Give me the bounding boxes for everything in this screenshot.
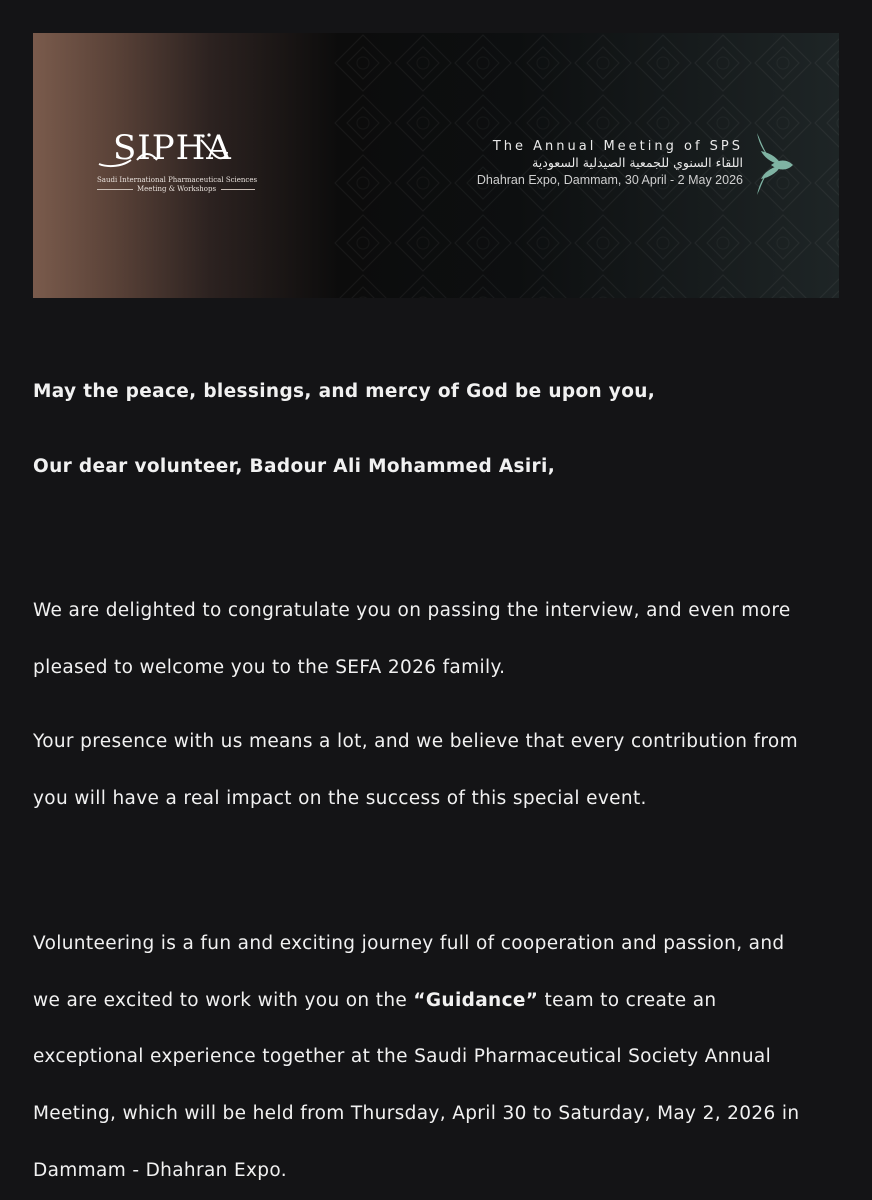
- sipha-subtitle-1: Saudi International Pharmaceutical Sciences: [97, 176, 258, 184]
- sps-arabic-title: اللقاء السنوي للجمعية الصيدلية السعودية: [532, 155, 743, 170]
- sipha-subtitle-2: Meeting & Workshops: [137, 185, 217, 193]
- sps-leaf-logo-icon: [753, 129, 797, 199]
- sps-meeting-info: [477, 139, 743, 189]
- sps-title: The Annual Meeting of SPS: [492, 139, 743, 154]
- paragraph-1-line-2: pleased to welcome you to the SEFA 2026 family.: [33, 657, 506, 678]
- paragraph-3-line-4: Meeting, which will be held from Thursday, April 30 to Saturday, May 2, 2026 in: [33, 1103, 800, 1124]
- paragraph-2-line-2: you will have a real impact on the success of this special event.: [33, 788, 647, 809]
- team-name: “Guidance”: [413, 990, 539, 1011]
- greeting: May the peace, blessings, and mercy of God be upon you,: [33, 381, 656, 402]
- sipha-logo: [91, 128, 281, 198]
- salutation: Our dear volunteer, Badour Ali Mohammed Asiri,: [33, 456, 556, 477]
- paragraph-3-line-2: [33, 990, 717, 1011]
- paragraph-3-line-2-end: team to create an: [538, 990, 717, 1011]
- event-banner: [33, 33, 839, 298]
- sipha-rule-right: [221, 189, 255, 190]
- paragraph-1-line-1: We are delighted to congratulate you on passing the interview, and even more: [33, 600, 791, 621]
- paragraph-3-line-1: Volunteering is a fun and exciting journey full of cooperation and passion, and: [33, 933, 785, 954]
- paragraph-3-line-5: Dammam - Dhahran Expo.: [33, 1160, 287, 1181]
- sipha-wordmark: SIPHA: [113, 128, 232, 168]
- sipha-rule-left: [97, 189, 133, 190]
- paragraph-3-line-2-start: we are excited to work with you on the: [33, 990, 414, 1011]
- sps-dates: Dhahran Expo, Dammam, 30 April - 2 May 2026: [476, 173, 743, 187]
- paragraph-2-line-1: Your presence with us means a lot, and we believe that every contribution from: [33, 731, 798, 752]
- paragraph-3-line-3: exceptional experience together at the Saudi Pharmaceutical Society Annual: [33, 1046, 772, 1067]
